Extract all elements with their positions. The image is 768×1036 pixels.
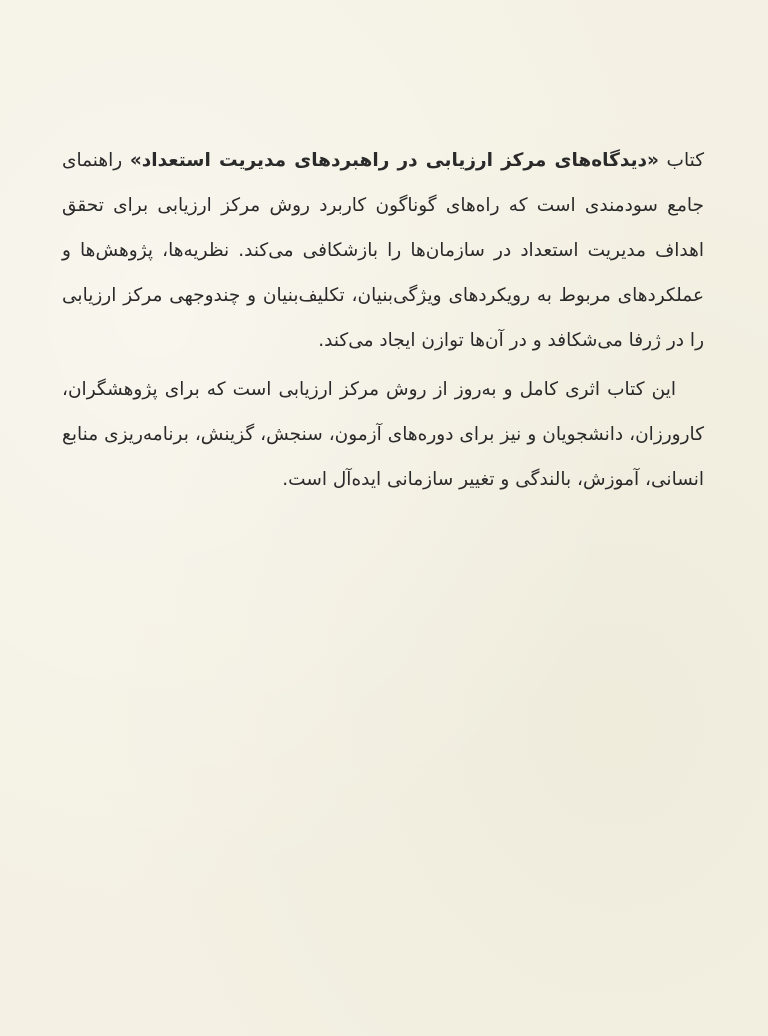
book-title: «دیدگاه‌های مرکز ارزیابی در راهبردهای مدیریت استعداد» [129, 150, 659, 171]
book-prefix: کتاب [658, 150, 705, 171]
paragraph-1 [62, 138, 704, 363]
paragraph-1-body: راهنمای جامع سودمندی است که راه‌های گوناگون کاربرد روش مرکز ارزیابی برای تحقق اهداف مدیریت استعداد در سازمان‌ها را بازشکافی می‌کند. نظریه‌ها، پژوهش‌ها و عملکردهای مربوط به رویکردهای ویژگی‌بنیان، تکلیف‌بنیان و چندوجهی مرکز ارزیابی را در ژرفا می‌شکافد و در آن‌ها توازن ایجاد می‌کند. [62, 150, 704, 351]
paragraph-2: این کتاب اثری کامل و به‌روز از روش مرکز ارزیابی است که برای پژوهشگران، کارورزان، دانشجویان و نیز برای دوره‌های آزمون، سنجش، گزینش، برنامه‌ریزی منابع انسانی، آموزش، بالندگی و تغییر سازمانی ایده‌آل است. [62, 379, 704, 490]
description-text-block [62, 138, 704, 502]
